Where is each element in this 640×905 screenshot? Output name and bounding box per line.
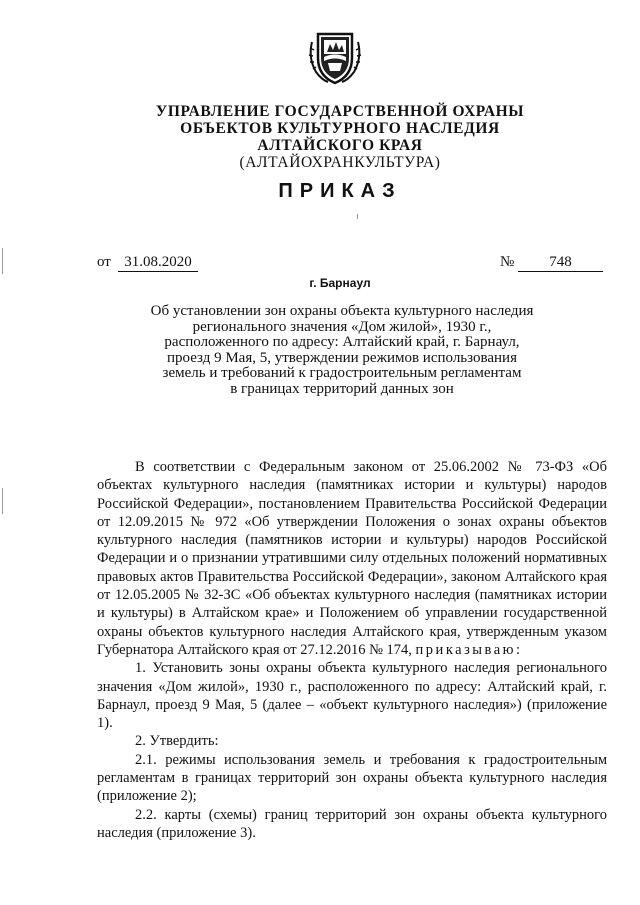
paragraph-item-1: 1. Установить зоны охраны объекта культурного наследия регионального значения «Дом жилой», 1930 г., расположенного по адресу: Алтайский край, г. Барнаул, проезд 9 Мая, 5 (далее – «объект культурного наследия») (приложение 1). bbox=[97, 660, 607, 732]
document-number: 748 bbox=[518, 254, 603, 272]
header-line-2: ОБЪЕКТОВ КУЛЬТУРНОГО НАСЛЕДИЯ bbox=[180, 120, 500, 137]
number-label: № bbox=[500, 254, 515, 270]
organization-header bbox=[120, 103, 560, 171]
scan-mark bbox=[357, 214, 358, 219]
preamble-text: В соответствии с Федеральным законом от 25.06.2002 № 73-ФЗ «Об объектах культурного наследия (памятниках истории и культуры) народов Российской Федерации», постановлением Правительства Российской Федерации от 12.09.2015 № 972 «Об утверждении Положения о зонах охраны объектов культурного наследия (памятников истории и культуры) народов Российской Федерации и о признании утратившими силу отдельных положений нормативных правовых актов Правительства Российской Федерации», законом Алтайского края от 12.05.2005 № 32-ЗС «Об объектах культурного наследия (памятниках истории и культуры) в Алтайском крае» и Положением об управлении государственной охраны объектов культурного наследия Алтайского края, утвержденным указом Губернатора Алтайского края от 27.12.2016 № 174, bbox=[97, 459, 607, 658]
header-line-1: УПРАВЛЕНИЕ ГОСУДАРСТВЕННОЙ ОХРАНЫ bbox=[155, 103, 525, 120]
paragraph-item-2-1: 2.1. режимы использования земель и требования к градостроительным регламентам в границах территорий зон охраны объекта культурного наследия (приложение 2); bbox=[97, 751, 607, 805]
order-word: приказываю: bbox=[415, 641, 523, 658]
document-type-title: ПРИКАЗ bbox=[278, 180, 402, 202]
date-label: от bbox=[97, 254, 111, 270]
document-date: 31.08.2020 bbox=[118, 254, 198, 272]
coat-of-arms-icon bbox=[306, 28, 364, 86]
paragraph-item-2-2: 2.2. карты (схемы) границ территорий зон охраны объекта культурного наследия (приложение 3). bbox=[97, 806, 607, 841]
paragraph-preamble bbox=[97, 458, 607, 659]
header-line-3: АЛТАЙСКОГО КРАЯ bbox=[257, 137, 423, 154]
city-label: г. Барнаул bbox=[309, 276, 371, 290]
paragraph-item-2: 2. Утвердить: bbox=[135, 733, 219, 750]
scan-mark bbox=[2, 488, 3, 514]
document-body bbox=[97, 458, 607, 842]
document-subject: Об установлении зон охраны объекта культурного наследия регионального значения «Дом жилой», 1930 г., расположенного по адресу: Алтайский край, г. Барнаул, проезд 9 Мая, 5, утверждении режимов использования земель и требований к градостроительным регламентам в границах территорий данных зон bbox=[150, 303, 534, 397]
header-line-4: (АЛТАЙОХРАНКУЛЬТУРА) bbox=[239, 154, 441, 171]
scan-mark bbox=[2, 248, 3, 274]
